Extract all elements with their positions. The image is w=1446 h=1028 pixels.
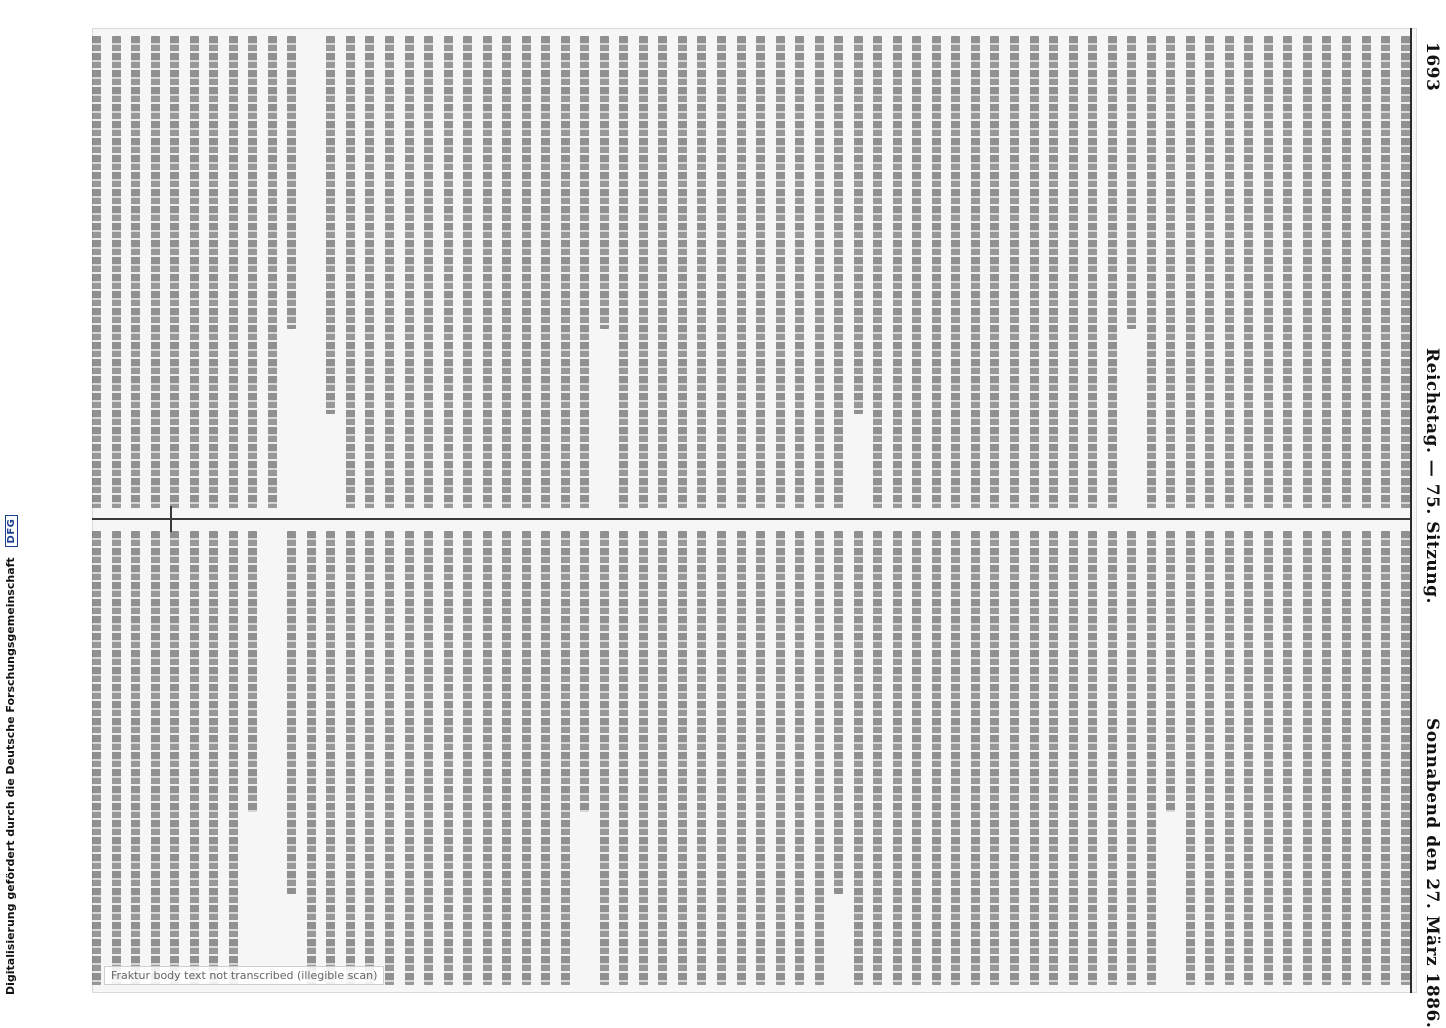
text-column-right bbox=[92, 523, 1410, 993]
dfg-logo: DFG bbox=[5, 515, 18, 548]
text-column-left bbox=[92, 28, 1410, 516]
digitization-credit bbox=[4, 515, 18, 995]
text-lines bbox=[92, 531, 1410, 985]
page-number: 1693 bbox=[1422, 42, 1442, 92]
scanned-page bbox=[92, 28, 1442, 1028]
transcription-note: Fraktur body text not transcribed (illegible scan) bbox=[104, 966, 384, 985]
text-lines bbox=[92, 36, 1410, 508]
credit-text: Digitalisierung gefördert durch die Deutsche Forschungsgemeinschaft bbox=[4, 557, 17, 995]
session-title: Reichstag. — 75. Sitzung. bbox=[1422, 348, 1442, 604]
session-date: Sonnabend den 27. März 1886. bbox=[1422, 718, 1442, 1028]
running-header bbox=[1410, 28, 1446, 1028]
column-rule bbox=[92, 518, 1410, 520]
